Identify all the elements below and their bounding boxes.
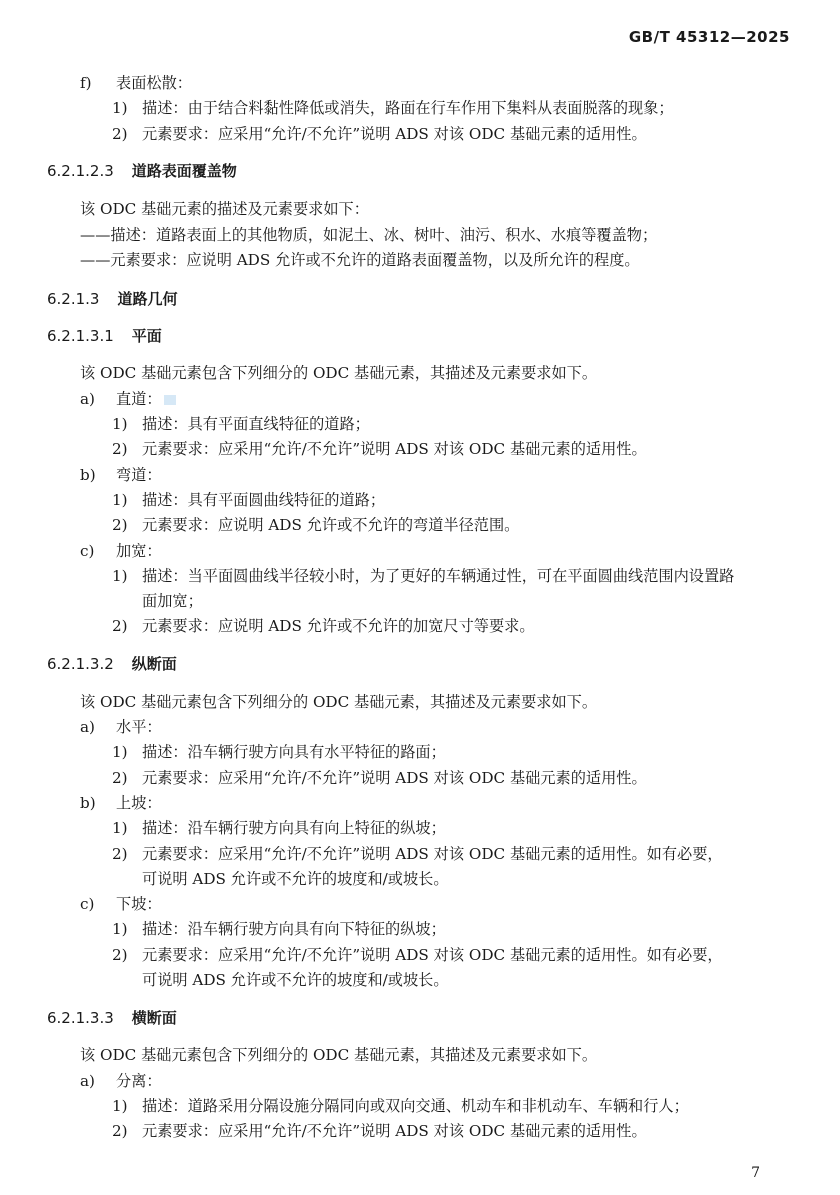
list-item bbox=[112, 515, 519, 535]
section-number: 6.2.1.2.3 bbox=[47, 162, 114, 180]
page-number: 7 bbox=[751, 1165, 760, 1181]
list-item bbox=[112, 844, 723, 864]
list-item bbox=[112, 124, 647, 144]
list-text-continuation: 可说明 ADS 允许或不允许的坡度和/或坡长。 bbox=[142, 870, 449, 888]
list-text: 上坡： bbox=[116, 794, 162, 812]
list-label: 1) bbox=[112, 920, 128, 938]
list-label: 1) bbox=[112, 743, 128, 761]
section-heading bbox=[47, 289, 178, 309]
list-label: a) bbox=[80, 390, 95, 408]
list-item bbox=[112, 742, 446, 762]
section-heading bbox=[47, 1008, 177, 1028]
list-label: 1) bbox=[112, 415, 128, 433]
list-item bbox=[112, 98, 674, 118]
list-text: 元素要求：应说明 ADS 允许或不允许的弯道半径范围。 bbox=[142, 516, 520, 534]
list-item bbox=[80, 894, 162, 914]
paragraph: 该 ODC 基础元素包含下列细分的 ODC 基础元素，其描述及元素要求如下。 bbox=[80, 364, 598, 382]
list-text: 下坡： bbox=[116, 895, 162, 913]
list-text-continuation: 可说明 ADS 允许或不允许的坡度和/或坡长。 bbox=[142, 971, 449, 989]
list-text: 加宽： bbox=[116, 542, 162, 560]
list-text: 元素要求：应采用“允许/不允许”说明 ADS 对该 ODC 基础元素的适用性。如有必要， bbox=[142, 946, 723, 964]
list-label: 1) bbox=[112, 819, 128, 837]
list-label: b) bbox=[80, 794, 96, 812]
list-text: 描述：当平面圆曲线半径较小时，为了更好的车辆通过性，可在平面圆曲线范围内设置路 bbox=[142, 567, 735, 585]
list-item bbox=[80, 465, 162, 485]
list-text: 水平： bbox=[116, 718, 162, 736]
list-label: 1) bbox=[112, 1097, 128, 1115]
list-label: 2) bbox=[112, 440, 128, 458]
section-title: 横断面 bbox=[131, 1009, 177, 1027]
paragraph: 该 ODC 基础元素包含下列细分的 ODC 基础元素，其描述及元素要求如下。 bbox=[80, 1046, 598, 1064]
scan-mark bbox=[164, 395, 176, 405]
section-title: 平面 bbox=[131, 327, 162, 345]
list-text: 元素要求：应采用“允许/不允许”说明 ADS 对该 ODC 基础元素的适用性。 bbox=[142, 440, 647, 458]
list-text: 元素要求：应采用“允许/不允许”说明 ADS 对该 ODC 基础元素的适用性。如有必要， bbox=[142, 845, 723, 863]
list-item bbox=[112, 490, 385, 510]
list-item bbox=[112, 768, 647, 788]
dash-item: ——描述：道路表面上的其他物质，如泥土、冰、树叶、油污、积水、水痕等覆盖物； bbox=[80, 226, 658, 244]
list-item bbox=[80, 389, 176, 409]
list-label: 2) bbox=[112, 769, 128, 787]
list-text: 描述：具有平面直线特征的道路； bbox=[142, 415, 370, 433]
paragraph: 该 ODC 基础元素的描述及元素要求如下： bbox=[80, 200, 369, 218]
paragraph: 该 ODC 基础元素包含下列细分的 ODC 基础元素，其描述及元素要求如下。 bbox=[80, 693, 598, 711]
list-item bbox=[112, 439, 647, 459]
dash-item: ——元素要求：应说明 ADS 允许或不允许的道路表面覆盖物，以及所允许的程度。 bbox=[80, 251, 640, 269]
list-item bbox=[112, 818, 446, 838]
list-text: 元素要求：应说明 ADS 允许或不允许的加宽尺寸等要求。 bbox=[142, 617, 535, 635]
list-label: 2) bbox=[112, 125, 128, 143]
section-title: 道路几何 bbox=[117, 290, 178, 308]
list-label: 2) bbox=[112, 1122, 128, 1140]
section-heading bbox=[47, 326, 162, 346]
list-text: 元素要求：应采用“允许/不允许”说明 ADS 对该 ODC 基础元素的适用性。 bbox=[142, 125, 647, 143]
list-label: a) bbox=[80, 1072, 95, 1090]
list-item bbox=[112, 414, 370, 434]
section-number: 6.2.1.3.3 bbox=[47, 1009, 114, 1027]
list-label: 2) bbox=[112, 617, 128, 635]
list-text: 描述：具有平面圆曲线特征的道路； bbox=[142, 491, 385, 509]
list-item bbox=[80, 541, 162, 561]
list-text: 描述：道路采用分隔设施分隔同向或双向交通、机动车和非机动车、车辆和行人； bbox=[142, 1097, 689, 1115]
list-label: 2) bbox=[112, 516, 128, 534]
list-text: 描述：沿车辆行驶方向具有向上特征的纵坡； bbox=[142, 819, 446, 837]
list-label: a) bbox=[80, 718, 95, 736]
list-label: 2) bbox=[112, 845, 128, 863]
section-title: 纵断面 bbox=[131, 655, 177, 673]
list-label: 2) bbox=[112, 946, 128, 964]
list-item bbox=[112, 945, 723, 965]
list-label: c) bbox=[80, 542, 95, 560]
section-heading bbox=[47, 654, 177, 674]
list-text: 直道： bbox=[116, 390, 162, 408]
section-number: 6.2.1.3.1 bbox=[47, 327, 114, 345]
list-text: 元素要求：应采用“允许/不允许”说明 ADS 对该 ODC 基础元素的适用性。 bbox=[142, 1122, 647, 1140]
list-item bbox=[112, 1121, 647, 1141]
list-item bbox=[80, 717, 162, 737]
list-label: 1) bbox=[112, 491, 128, 509]
section-heading bbox=[47, 161, 237, 181]
section-number: 6.2.1.3 bbox=[47, 290, 100, 308]
section-number: 6.2.1.3.2 bbox=[47, 655, 114, 673]
list-label: b) bbox=[80, 466, 96, 484]
list-label: f) bbox=[80, 74, 92, 92]
standard-number: GB/T 45312—2025 bbox=[628, 28, 790, 46]
list-item bbox=[80, 73, 192, 93]
list-text: 描述：沿车辆行驶方向具有向下特征的纵坡； bbox=[142, 920, 446, 938]
list-text: 元素要求：应采用“允许/不允许”说明 ADS 对该 ODC 基础元素的适用性。 bbox=[142, 769, 647, 787]
list-item bbox=[112, 566, 734, 586]
list-item bbox=[112, 919, 446, 939]
list-label: 1) bbox=[112, 99, 128, 117]
list-text: 描述：由于结合料黏性降低或消失，路面在行车作用下集料从表面脱落的现象； bbox=[142, 99, 674, 117]
list-text-continuation: 面加宽； bbox=[142, 592, 203, 610]
list-text: 描述：沿车辆行驶方向具有水平特征的路面； bbox=[142, 743, 446, 761]
list-text: 表面松散： bbox=[116, 74, 192, 92]
list-text: 弯道： bbox=[116, 466, 162, 484]
section-title: 道路表面覆盖物 bbox=[131, 162, 237, 180]
list-label: 1) bbox=[112, 567, 128, 585]
list-item bbox=[112, 616, 535, 636]
list-item bbox=[112, 1096, 689, 1116]
list-text: 分离： bbox=[116, 1072, 162, 1090]
list-label: c) bbox=[80, 895, 95, 913]
list-item bbox=[80, 1071, 162, 1091]
list-item bbox=[80, 793, 162, 813]
